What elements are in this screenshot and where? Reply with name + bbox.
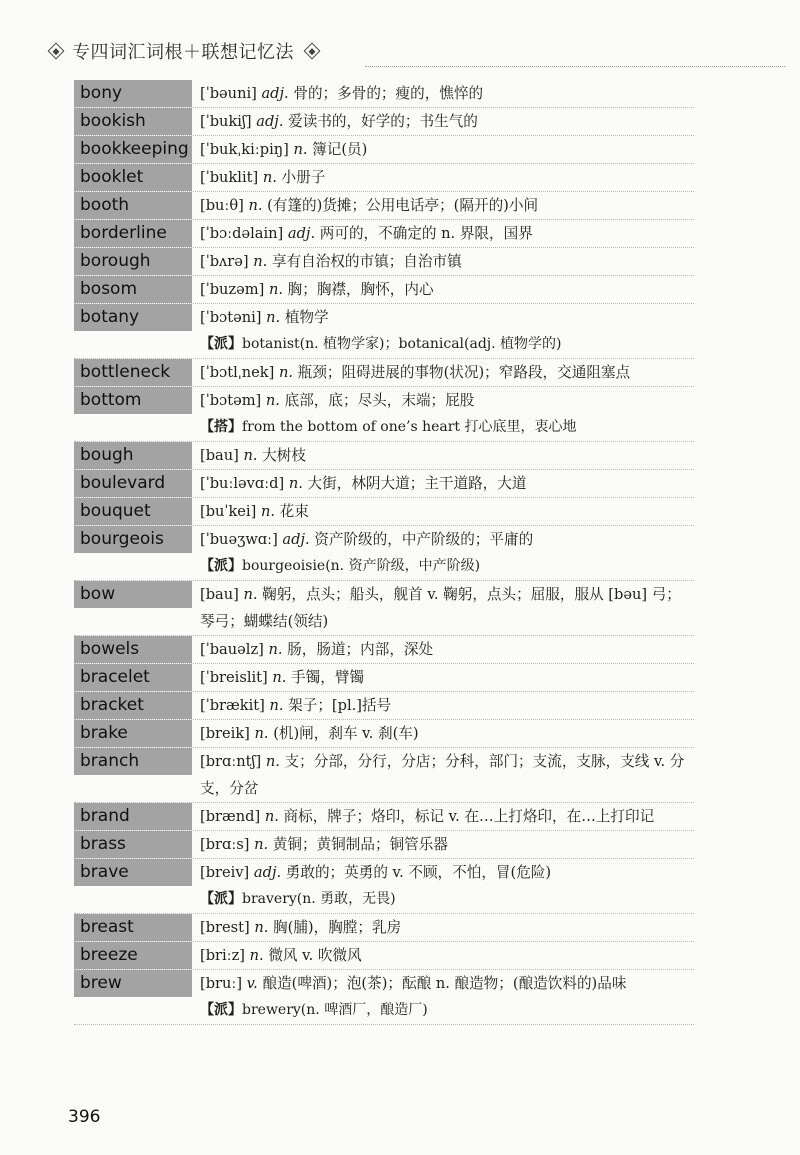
spacer	[192, 387, 200, 441]
pronunciation: [bau]	[200, 586, 239, 603]
dictionary-entry	[74, 664, 694, 692]
derivative-line	[200, 331, 694, 358]
definition: 瓶颈；阻碍进展的事物(状况)；窄路段，交通阻塞点	[297, 364, 631, 381]
derivative-text: bravery(n. 勇敢，无畏)	[242, 891, 396, 907]
derivative-line	[200, 553, 694, 580]
definition-line	[200, 581, 694, 635]
definition-line	[200, 636, 694, 663]
headword: breeze	[74, 942, 192, 969]
entry-body	[200, 470, 694, 497]
running-header	[38, 36, 778, 66]
derivative-line	[200, 997, 694, 1024]
entry-body	[200, 164, 694, 191]
dictionary-entry	[74, 164, 694, 192]
spacer	[192, 720, 200, 747]
part-of-speech: n.	[268, 641, 283, 658]
spacer	[192, 359, 200, 386]
entry-body	[200, 914, 694, 941]
entry-body	[200, 359, 694, 386]
entry-body	[200, 136, 694, 163]
pronunciation: [breik]	[200, 725, 250, 742]
entry-body	[200, 526, 694, 580]
entry-body	[200, 192, 694, 219]
headword: brave	[74, 859, 192, 886]
pronunciation: [ˈbukˌkiːpiŋ]	[200, 141, 289, 158]
spacer	[192, 636, 200, 663]
headword: botany	[74, 304, 192, 331]
pronunciation: [ˈbrækit]	[200, 697, 265, 714]
dictionary-entry	[74, 192, 694, 220]
definition-line	[200, 526, 694, 553]
pronunciation: [buˈkei]	[200, 503, 257, 520]
definition-line	[200, 248, 694, 275]
entry-body	[200, 636, 694, 663]
entry-body	[200, 664, 694, 691]
headword: bosom	[74, 276, 192, 303]
pronunciation: [ˈbuklit]	[200, 169, 259, 186]
derivative-tag: 【派】	[200, 336, 242, 352]
pronunciation: [ˈbʌrə]	[200, 253, 249, 270]
dictionary-entry	[74, 498, 694, 526]
dictionary-entry	[74, 720, 694, 748]
dictionary-entry	[74, 108, 694, 136]
definition: 花束	[279, 503, 309, 520]
spacer	[192, 136, 200, 163]
dictionary-entry	[74, 859, 694, 914]
spacer	[192, 664, 200, 691]
part-of-speech: n.	[249, 947, 264, 964]
definition: 胸；胸襟，胸怀，内心	[287, 281, 434, 298]
part-of-speech: adj.	[256, 113, 284, 130]
spacer	[192, 276, 200, 303]
definition: 底部，底；尽头，末端；屁股	[284, 392, 475, 409]
headword: breast	[74, 914, 192, 941]
part-of-speech: n.	[254, 919, 269, 936]
entry-body	[200, 220, 694, 247]
definition-line	[200, 442, 694, 469]
definition-line	[200, 80, 694, 107]
derivative-text: bourgeoisie(n. 资产阶级，中产阶级)	[242, 558, 481, 574]
spacer	[192, 526, 200, 580]
part-of-speech: n.	[254, 725, 269, 742]
dictionary-entry	[74, 248, 694, 276]
definition: 两可的，不确定的 n. 界限，国界	[319, 225, 533, 242]
spacer	[192, 248, 200, 275]
entry-body	[200, 108, 694, 135]
pronunciation: [ˈbɔtəm]	[200, 392, 262, 409]
pronunciation: [breiv]	[200, 864, 250, 881]
spacer	[192, 970, 200, 1024]
entry-body	[200, 859, 694, 913]
definition: (有篷的)货摊；公用电话亭；(隔开的)小间	[267, 197, 539, 214]
dictionary-entry	[74, 970, 694, 1025]
diamond-ornament-icon	[48, 43, 65, 60]
dictionary-entry	[74, 304, 694, 359]
part-of-speech: adj.	[287, 225, 316, 242]
headword: brand	[74, 803, 192, 830]
spacer	[192, 692, 200, 719]
header-divider	[365, 66, 785, 67]
spacer	[192, 304, 200, 358]
entry-body	[200, 942, 694, 969]
headword: booth	[74, 192, 192, 219]
definition: 勇敢的；英勇的 v. 不顾，不怕，冒(危险)	[285, 864, 552, 881]
headword: bouquet	[74, 498, 192, 525]
pronunciation: [ˈbəuni]	[200, 85, 257, 102]
part-of-speech: n.	[253, 253, 268, 270]
part-of-speech: n.	[243, 447, 258, 464]
spacer	[192, 192, 200, 219]
derivative-line	[200, 414, 694, 441]
pronunciation: [brɑːs]	[200, 836, 250, 853]
pronunciation: [ˈbuəʒwɑː]	[200, 531, 278, 548]
definition-line	[200, 720, 694, 747]
definition-line	[200, 192, 694, 219]
definition-line	[200, 276, 694, 303]
definition-line	[200, 970, 694, 997]
definition: 黄铜；黄铜制品；铜管乐器	[272, 836, 448, 853]
entry-body	[200, 692, 694, 719]
spacer	[192, 581, 200, 635]
part-of-speech: n.	[248, 197, 263, 214]
definition-line	[200, 859, 694, 886]
part-of-speech: n.	[266, 309, 281, 326]
dictionary-entry	[74, 276, 694, 304]
part-of-speech: n.	[260, 503, 275, 520]
part-of-speech: n.	[265, 392, 280, 409]
dictionary-entry	[74, 803, 694, 831]
headword: bracket	[74, 692, 192, 719]
part-of-speech: adj.	[261, 85, 289, 102]
headword: bowels	[74, 636, 192, 663]
derivative-text: from the bottom of one’s heart 打心底里，衷心地	[242, 419, 577, 435]
pronunciation: [ˈbɔːdəlain]	[200, 225, 284, 242]
derivative-tag: 【搭】	[200, 419, 242, 435]
definition: 架子；[pl.]括号	[288, 697, 392, 714]
page-number: 396	[68, 1107, 101, 1127]
pronunciation: [ˈbuːləvɑːd]	[200, 475, 285, 492]
headword: bookkeeping	[74, 136, 192, 163]
derivative-tag: 【派】	[200, 1002, 242, 1018]
definition: 簿记(员)	[312, 141, 368, 158]
part-of-speech: n.	[262, 169, 277, 186]
spacer	[192, 942, 200, 969]
definition: 大树枝	[262, 447, 306, 464]
dictionary-entry	[74, 831, 694, 859]
headword: bracelet	[74, 664, 192, 691]
entry-body	[200, 498, 694, 525]
definition-line	[200, 748, 694, 802]
pronunciation: [ˈbreislit]	[200, 669, 268, 686]
headword: borderline	[74, 220, 192, 247]
definition-line	[200, 470, 694, 497]
part-of-speech: n.	[288, 475, 303, 492]
dictionary-entry	[74, 581, 694, 636]
headword: bow	[74, 581, 192, 608]
definition: 胸(脯)，胸膛；乳房	[273, 919, 402, 936]
definition: 植物学	[284, 309, 329, 326]
part-of-speech: n.	[278, 364, 294, 381]
dictionary-entry	[74, 470, 694, 498]
pronunciation: [ˈbukiʃ]	[200, 113, 252, 130]
definition: 资产阶级的，中产阶级的；平庸的	[314, 531, 534, 548]
entry-body	[200, 80, 694, 107]
definition-line	[200, 304, 694, 331]
pronunciation: [ˈbɔtəni]	[200, 309, 262, 326]
part-of-speech: adj.	[282, 531, 310, 548]
definition: (机)闸，刹车 v. 刹(车)	[273, 725, 419, 742]
entry-body	[200, 442, 694, 469]
pronunciation: [brɑːntʃ]	[200, 753, 262, 770]
headword: boulevard	[74, 470, 192, 497]
entry-body	[200, 581, 694, 635]
definition: 微风 v. 吹微风	[268, 947, 362, 964]
derivative-text: brewery(n. 啤酒厂，酿造厂)	[242, 1002, 428, 1018]
part-of-speech: n.	[264, 808, 279, 825]
spacer	[192, 220, 200, 247]
part-of-speech: n.	[268, 281, 283, 298]
part-of-speech: n.	[269, 697, 284, 714]
pronunciation: [briːz]	[200, 947, 245, 964]
definition: 鞠躬，点头；船头，舰首 v. 鞠躬，点头；屈服，服从 [bəu] 弓；琴弓；蝴蝶结(领结)	[200, 586, 681, 630]
headword: bookish	[74, 108, 192, 135]
headword: brass	[74, 831, 192, 858]
spacer	[192, 748, 200, 802]
dictionary-entry	[74, 442, 694, 470]
entry-body	[200, 748, 694, 802]
derivative-tag: 【派】	[200, 891, 242, 907]
spacer	[192, 831, 200, 858]
spacer	[192, 470, 200, 497]
headword: brake	[74, 720, 192, 747]
definition: 肠，肠道；内部，深处	[287, 641, 434, 658]
headword: brew	[74, 970, 192, 997]
definition-line	[200, 220, 694, 247]
definition: 酿造(啤酒)；泡(茶)；酝酿 n. 酿造物；(酿造饮料的)品味	[262, 975, 627, 992]
part-of-speech: n.	[243, 586, 258, 603]
headword: bony	[74, 80, 192, 107]
entry-body	[200, 387, 694, 441]
definition-line	[200, 692, 694, 719]
definition: 小册子	[281, 169, 326, 186]
dictionary-entry	[74, 914, 694, 942]
dictionary-entry	[74, 942, 694, 970]
entry-body	[200, 803, 694, 830]
definition: 骨的；多骨的；瘦的，憔悴的	[293, 85, 484, 102]
part-of-speech: n.	[265, 753, 280, 770]
dictionary-entry	[74, 636, 694, 664]
spacer	[192, 442, 200, 469]
dictionary-entry	[74, 387, 694, 442]
entry-body	[200, 248, 694, 275]
dictionary-entry	[74, 748, 694, 803]
entry-list	[74, 80, 694, 1025]
definition-line	[200, 498, 694, 525]
definition: 享有自治权的市镇；自治市镇	[271, 253, 462, 270]
spacer	[192, 108, 200, 135]
dictionary-entry	[74, 359, 694, 387]
pronunciation: [ˈbɔtlˌnek]	[200, 364, 275, 381]
pronunciation: [brænd]	[200, 808, 261, 825]
dictionary-entry	[74, 220, 694, 248]
definition-line	[200, 803, 694, 830]
part-of-speech: n.	[254, 836, 269, 853]
spacer	[192, 914, 200, 941]
dictionary-entry	[74, 80, 694, 108]
derivative-text: botanist(n. 植物学家)；botanical(adj. 植物学的)	[242, 336, 562, 352]
entry-body	[200, 970, 694, 1024]
spacer	[192, 80, 200, 107]
definition: 支；分部，分行，分店；分科，部门；支流，支脉，支线 v. 分支，分岔	[200, 753, 685, 797]
definition: 爱读书的，好学的；书生气的	[288, 113, 478, 130]
part-of-speech: n.	[293, 141, 308, 158]
definition-line	[200, 664, 694, 691]
spacer	[192, 498, 200, 525]
definition: 手镯，臂镯	[291, 669, 365, 686]
pronunciation: [bau]	[200, 447, 239, 464]
dictionary-entry	[74, 692, 694, 720]
entry-body	[200, 304, 694, 358]
definition-line	[200, 831, 694, 858]
headword: branch	[74, 748, 192, 775]
derivative-line	[200, 886, 694, 913]
headword: bourgeois	[74, 526, 192, 553]
entry-body	[200, 720, 694, 747]
pronunciation: [ˈbauəlz]	[200, 641, 264, 658]
pronunciation: [buːθ]	[200, 197, 244, 214]
part-of-speech: n.	[272, 669, 287, 686]
spacer	[192, 164, 200, 191]
definition-line	[200, 914, 694, 941]
headword: bottleneck	[74, 359, 192, 386]
definition-line	[200, 387, 694, 414]
part-of-speech: adj.	[253, 864, 282, 881]
definition: 商标，牌子；烙印，标记 v. 在…上打烙印，在…上打印记	[283, 808, 655, 825]
derivative-tag: 【派】	[200, 558, 242, 574]
dictionary-entry	[74, 526, 694, 581]
pronunciation: [brest]	[200, 919, 250, 936]
headword: booklet	[74, 164, 192, 191]
spacer	[192, 859, 200, 913]
definition-line	[200, 108, 694, 135]
definition-line	[200, 942, 694, 969]
spacer	[192, 803, 200, 830]
definition: 大街，林阴大道；主干道路，大道	[307, 475, 527, 492]
book-title: 专四词汇词根＋联想记忆法	[72, 42, 294, 63]
pronunciation: [ˈbuzəm]	[200, 281, 265, 298]
entry-body	[200, 276, 694, 303]
definition-line	[200, 359, 694, 386]
pronunciation: [bruː]	[200, 975, 243, 992]
diamond-ornament-icon	[304, 43, 321, 60]
definition-line	[200, 164, 694, 191]
headword: bough	[74, 442, 192, 469]
headword: borough	[74, 248, 192, 275]
headword: bottom	[74, 387, 192, 414]
part-of-speech: v.	[246, 975, 258, 992]
entry-body	[200, 831, 694, 858]
definition-line	[200, 136, 694, 163]
dictionary-entry	[74, 136, 694, 164]
